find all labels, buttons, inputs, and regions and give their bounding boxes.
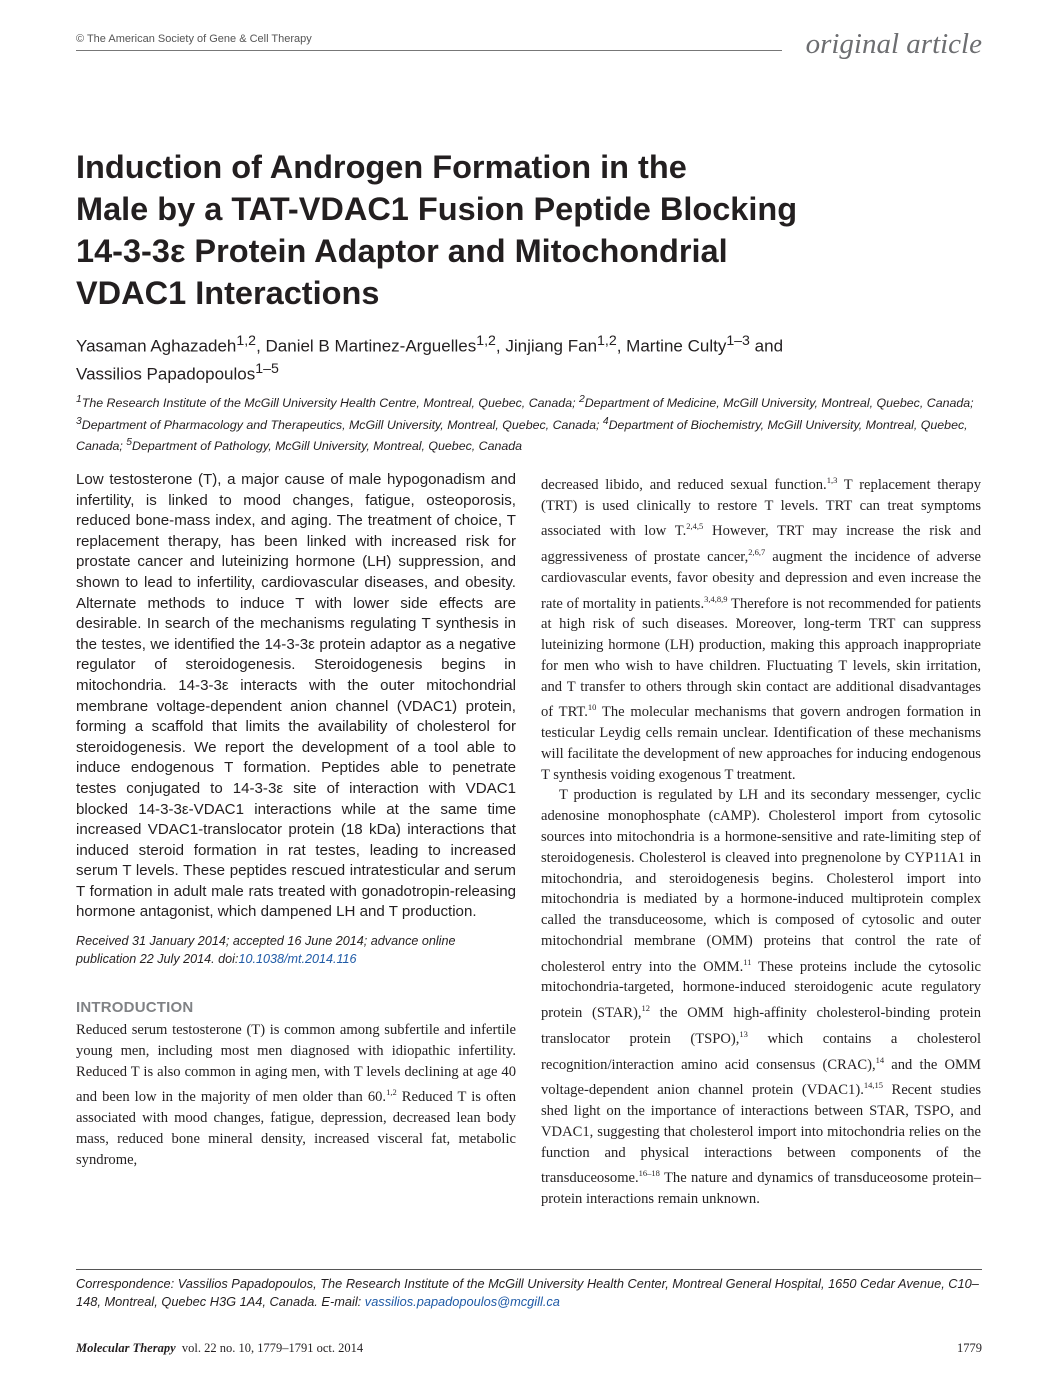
copyright-notice: © The American Society of Gene & Cell Therapy [76, 33, 312, 45]
author-separator: , [495, 336, 506, 356]
text-run: The nature and dynamics of transduceosome protein–protein interactions remain unknown. [541, 1170, 981, 1207]
doi-link[interactable]: 10.1038/mt.2014.116 [238, 951, 357, 966]
introduction-left-text [76, 1020, 516, 1170]
left-column [76, 470, 516, 1171]
text-run: T production is regulated by LH and its secondary messenger, cyclic adenosine monophosphate (cAMP). Cholesterol import from cytosolic sources into mitochondria is a hormone-sensitive and rate-limiting step of steroidogenesis. Cholesterol is cleaved into pregnenolone by CYP11A1 in mitochondria, and steroidogenesis begins. Cholesterol import into mitochondria is mediated by a hormone-induced multiprotein complex called the transduceosome, which is composed of cytosolic and outer mitochondrial membrane (OMM) proteins that control the rate of cholesterol entry into the OMM. [541, 787, 981, 975]
citation-ref: 2,4,5 [686, 521, 704, 532]
author-name: Martine Culty [626, 336, 727, 356]
text-run: Recent studies shed light on the importance of interactions between STAR, TSPO, and VDAC1, suggesting that cholesterol import into mitochondria relies on the function and physical interactions between components of the transduceosome. [541, 1082, 981, 1187]
affiliation-text: Department of Biochemistry, McGill University, Montreal, Quebec, Canada; [76, 417, 968, 454]
text-run: These proteins include the cytosolic mitochondria-targeted, hormone-induced steroidogenic acute regulatory protein (STAR), [541, 958, 981, 1022]
text-run: and the OMM voltage-dependent anion channel protein (VDAC1). [541, 1056, 981, 1099]
journal-citation [76, 1341, 363, 1356]
citation-ref: 1,2 [386, 1087, 397, 1098]
author-name: Daniel B Martinez-Arguelles [265, 336, 477, 356]
right-column [541, 470, 981, 1210]
affiliation-number: 3 [76, 415, 82, 427]
citation-ref: 1,3 [826, 475, 838, 485]
received-text: Received 31 January 2014; accepted 16 June 2014; advance online publication 22 July 2014. doi: [76, 934, 456, 966]
footer-rule [76, 1269, 982, 1270]
correspondence-email-link[interactable]: vassilios.papadopoulos@mcgill.ca [364, 1293, 560, 1309]
abstract: Low testosterone (T), a major cause of male hypogonadism and infertility, is linked to mood changes, fatigue, osteoporosis, reduced bone-mass index, and aging. The treatment of choice, T replacement therapy, has been linked with increased risk for prostate cancer and luteinizing hormone (LH) suppression, and shown to lead to infertility, cardiovascular diseases, and obesity. Alternate methods to induce T with lower side effects are desirable. In search of the mechanisms regulating T synthesis in the testes, we identified the 14-3-3ε protein adaptor as a negative regulator of steroidogenesis. Steroidogenesis begins in mitochondria. 14-3-3ε interacts with the outer mitochondrial membrane voltage-dependent anion channel (VDAC1) protein, forming a scaffold that limits the availability of cholesterol for steroidogenesis. We report the development of a tool able to induce endogenous T formation. Peptides able to penetrate testes conjugated to 14-3-3ε site of interaction with VDAC1 blocked 14-3-3ε-VDAC1 interactions while at the same time increased VDAC1-translocator protein (18 kDa) interactions that induced steroid formation in rat testes, leading to increased serum T levels. These peptides rescued intratesticular and serum T formation in adult male rats treated with gonadotropin-releasing hormone antagonist, which dampened LH and T production. [76, 471, 516, 921]
text-run: Reduced T is often associated with mood changes, fatigue, depression, decreased lean body mass, reduced bone mineral density, increased visceral fat, metabolic syndrome, [76, 1089, 516, 1168]
author-affiliation-mark: 1–3 [726, 333, 750, 349]
text-run: decreased libido, and reduced sexual function. [541, 476, 827, 493]
title-line: Induction of Androgen Formation in the [76, 149, 687, 185]
affiliation-text: Department of Medicine, McGill University, Montreal, Quebec, Canada; [584, 396, 974, 411]
affiliation-text: Department of Pharmacology and Therapeutics, McGill University, Montreal, Quebec, Canada; [81, 417, 603, 432]
body-paragraph [541, 470, 981, 785]
author-affiliation-mark: 1,2 [236, 333, 257, 349]
title-line: 14-3-3ε Protein Adaptor and Mitochondrial [76, 233, 728, 269]
author-name: Vassilios Papadopoulos [76, 364, 256, 384]
author-separator: , [616, 336, 627, 356]
author-affiliation-mark: 1,2 [597, 333, 617, 349]
body-paragraph [541, 785, 981, 1209]
header-rule [76, 50, 782, 51]
affiliation-text: Department of Pathology, McGill University, Montreal, Quebec, Canada [132, 439, 523, 454]
author-separator: and [749, 336, 784, 356]
author-affiliation-mark: 1–5 [255, 360, 279, 377]
text-run: augment the incidence of adverse cardiovascular events, favor obesity and depression and even increase the rate of mortality in patients. [541, 548, 981, 612]
correspondence-label: Correspondence: [76, 1276, 175, 1291]
affiliations [76, 391, 981, 456]
title-line: Male by a TAT-VDAC1 Fusion Peptide Blocking [76, 191, 798, 227]
page-number: 1779 [957, 1341, 982, 1355]
citation-ref: 12 [641, 1003, 651, 1014]
author-name: Jinjiang Fan [505, 336, 598, 356]
citation-ref: 14 [875, 1054, 885, 1065]
text-run: The molecular mechanisms that govern androgen formation in testicular Leydig cells remain unclear. Identification of these mechanisms will facilitate the development of new approaches for inducing endogenous T synthesis voiding exogenous T treatment. [541, 704, 981, 783]
correspondence-note [76, 1275, 982, 1310]
text-run: which contains a cholesterol recognition/interaction amino acid consensus (CRAC), [541, 1030, 981, 1073]
citation-ref: 16–18 [638, 1168, 660, 1179]
affiliation-number: 1 [76, 394, 82, 405]
text-run: Therefore is not recommended for patients at high risk of such diseases. Moreover, long-term TRT can suppress luteinizing hormone (LH) production, making this approach inappropriate for men who wish to have children. Fluctuating T levels, skin irritation, and T transfer to others through skin contact are additional disadvantages of TRT. [541, 595, 981, 721]
author-separator: , [256, 336, 266, 356]
intro-paragraph [76, 1020, 516, 1170]
article-title [76, 146, 956, 314]
citation-ref: 11 [743, 956, 752, 967]
author-affiliation-mark: 1,2 [476, 333, 496, 349]
journal-volume: vol. 22 no. 10, 1779–1791 oct. 2014 [181, 1341, 364, 1355]
text-run: T replacement therapy (TRT) is used clinically to restore T levels. TRT can treat symptoms associated with low T. [541, 476, 981, 540]
received-dates [76, 933, 516, 968]
title-line: VDAC1 Interactions [76, 275, 380, 311]
journal-name: Molecular Therapy [76, 1341, 176, 1355]
citation-ref: 14,15 [863, 1080, 883, 1091]
author-name: Yasaman Aghazadeh [76, 336, 237, 356]
correspondence-text: Vassilios Papadopoulos, The Research Institute of the McGill University Health Center, Montreal General Hospital, 1650 Cedar Avenue, C10–148, Montreal, Quebec H3G 1A4, Canada. E-mail: [76, 1276, 979, 1309]
affiliation-text: The Research Institute of the McGill University Health Centre, Montreal, Quebec, Canada; [81, 396, 579, 411]
citation-ref: 10 [587, 702, 597, 713]
citation-ref: 3,4,8,9 [704, 593, 728, 604]
affiliation-number: 4 [602, 415, 609, 427]
article-type-label: original article [805, 28, 982, 60]
citation-ref: 2,6,7 [748, 547, 766, 558]
text-run: However, TRT may increase the risk and aggressiveness of prostate cancer, [541, 523, 982, 565]
text-run: the OMM high-affinity cholesterol-binding protein translocator protein (TSPO), [541, 1005, 981, 1047]
affiliation-number: 5 [126, 437, 133, 449]
affiliation-number: 2 [578, 394, 585, 405]
text-run: Reduced serum testosterone (T) is common among subfertile and infertile young men, including most men diagnosed with idiopathic infertility. Reduced T is also common in aging men, with T levels declining at age 40 and been low in the majority of men older than 60. [76, 1022, 516, 1106]
author-list [76, 330, 976, 385]
introduction-heading: INTRODUCTION [76, 999, 194, 1017]
citation-ref: 13 [739, 1028, 748, 1039]
